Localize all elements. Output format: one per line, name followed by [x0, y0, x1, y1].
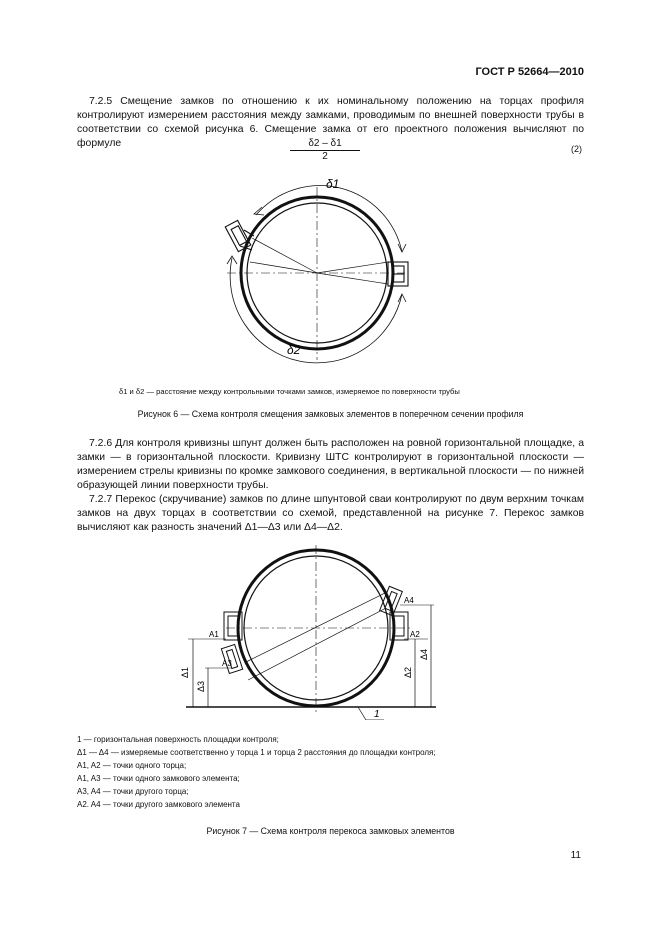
formula-denominator: 2 [322, 151, 328, 162]
fig7-label-delta2: Δ2 [403, 666, 413, 678]
fig6-delta2-label: δ2 [287, 343, 301, 357]
fig7-legend-line: 1 — горизонтальная поверхность площадки контроля; [77, 735, 279, 744]
standard-header: ГОСТ Р 52664—2010 [475, 66, 584, 78]
section-7-2-6: 7.2.6 Для контроля кривизны шпунт должен быть расположен на ровной горизонтальной площадке, а замки — в горизонтальной плоскости. Кривизну ШТС контролируют в горизонтальной плоскости — измерением стрелы кривизны по кромке замкового соединения, в вертикальной плоскости — по нижней образующей линии поверхности трубы. [77, 438, 584, 491]
section-7-2-7: 7.2.7 Перекос (скручивание) замков по длине шпунтовой сваи контролируют по двум верхним точкам замков на двух торцах в соответствии со схемой, представленной на рисунке 7. Перекос замков вычисляют как разность значений Δ1—Δ3 или Δ4—Δ2. [77, 494, 584, 533]
fig7-label-delta1: Δ1 [180, 666, 190, 678]
fig7-label-1: 1 [374, 709, 380, 720]
fig7-legend-line: A1, A2 — точки одного торца; [77, 761, 187, 770]
fig7-label-delta4: Δ4 [419, 648, 429, 660]
figure-6-diagram [200, 172, 440, 372]
fig7-legend-line: Δ1 — Δ4 — измеряемые соответственно у торца 1 и торца 2 расстояния до площадки контроля; [77, 748, 436, 757]
fig7-label-A2: A2 [410, 630, 420, 639]
fig6-delta1-label: δ1 [326, 177, 340, 191]
figure-7-caption: Рисунок 7 — Схема контроля перекоса замковых элементов [206, 826, 455, 836]
section-7-2-5: 7.2.5 Смещение замков по отношению к их номинальному положению на торцах профиля контролируют измерением расстояния между замками, проводимым по внешней поверхности трубы в соответствии со схемой рисунка 6. Смещение замка от его проектного положения вычисляют по формуле [77, 96, 584, 149]
equation-number: (2) [571, 144, 582, 154]
figure-7-diagram [180, 540, 440, 720]
fig7-legend-line: A2. A4 — точки другого замкового элемента [77, 800, 240, 809]
page-number: 11 [570, 850, 581, 861]
formula [290, 138, 360, 162]
fig7-label-A1: A1 [209, 630, 219, 639]
fig7-legend-line: A1, A3 — точки одного замкового элемента; [77, 774, 240, 783]
fig7-label-A4: A4 [404, 596, 414, 605]
fig7-label-A3: A3 [222, 659, 232, 668]
figure-6-caption: Рисунок 6 — Схема контроля смещения замковых элементов в поперечном сечении профиля [137, 409, 524, 419]
formula-numerator: δ2 – δ1 [290, 138, 360, 151]
figure-6-legend: δ1 и δ2 — расстояние между контрольными точками замков, измеряемое по поверхности трубы [119, 387, 460, 396]
figure-7-legend [77, 733, 436, 811]
fig7-legend-line: A3, A4 — точки другого торца; [77, 787, 189, 796]
fig7-label-delta3: Δ3 [196, 680, 206, 692]
